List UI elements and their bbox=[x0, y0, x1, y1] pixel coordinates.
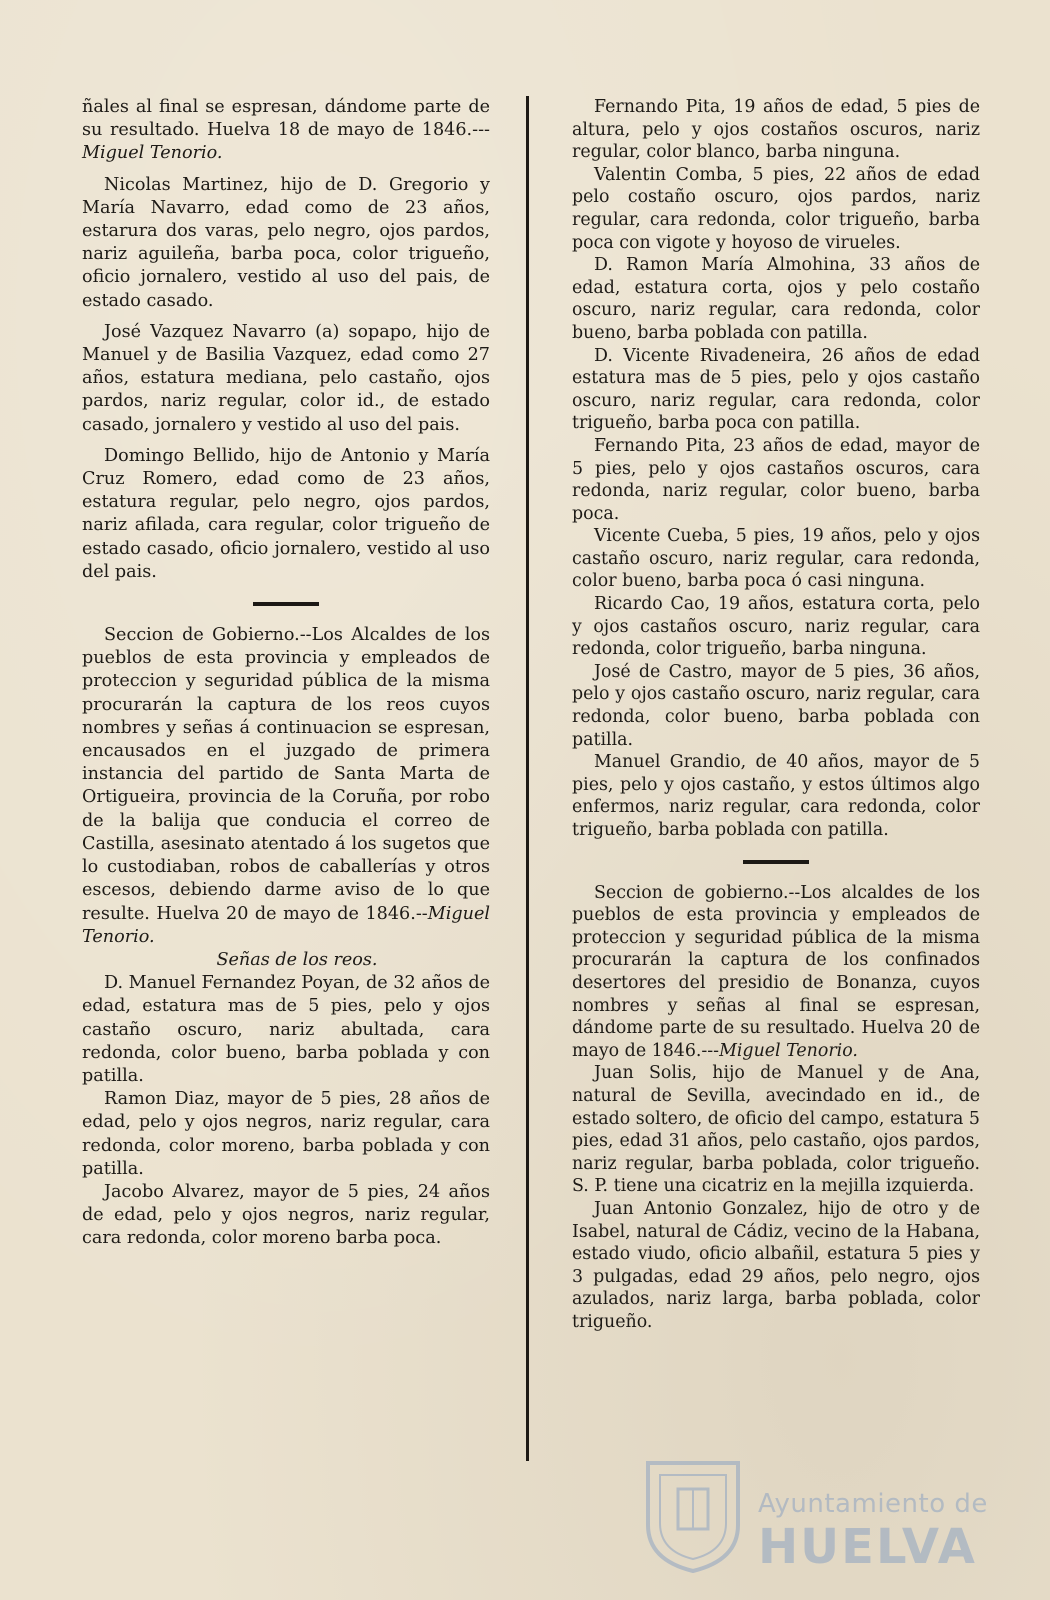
paragraph: Domingo Bellido, hijo de Antonio y María Cruz Romero, edad como de 23 años, estatura regular, pelo negro, ojos pardos, nariz afilada, cara regular, color trigueño de estado casado, oficio jornalero, vestido al uso del pais. bbox=[82, 445, 490, 582]
column-rule bbox=[526, 96, 529, 1461]
coat-of-arms-icon bbox=[638, 1455, 748, 1575]
archive-watermark bbox=[638, 1455, 998, 1575]
right-column bbox=[572, 96, 980, 1333]
paragraph bbox=[82, 96, 490, 166]
paragraph: D. Ramon María Almohina, 33 años de edad, estatura corta, ojos y pelo costaño oscuro, nariz regular, cara redonda, color bueno, barba poblada con patilla. bbox=[572, 255, 980, 343]
signature: Miguel Tenorio. bbox=[82, 903, 490, 947]
paragraph: Juan Antonio Gonzalez, hijo de otro y de Isabel, natural de Cádiz, vecino de la Habana, estado viudo, oficio albañil, estatura 5 pies y 3 pulgadas, edad 29 años, pelo negro, ojos azulados, nariz larga, barba poblada, color trigueño. bbox=[572, 1198, 980, 1332]
paragraph: Valentin Comba, 5 pies, 22 años de edad pelo costaño oscuro, ojos pardos, nariz regular, cara redonda, color trigueño, barba poca con vigote y hoyoso de virueles. bbox=[572, 164, 980, 253]
paragraph-text: ñales al final se espresan, dándome parte de su resultado. Huelva 18 de mayo de 1846.--- bbox=[82, 97, 490, 141]
paragraph: D. Vicente Rivadeneira, 26 años de edad estatura mas de 5 pies, pelo y ojos castaño oscuro, nariz regular, cara redonda, color trigueño, barba poca con patilla. bbox=[572, 345, 980, 434]
signature: Miguel Tenorio. bbox=[82, 143, 223, 164]
subheading: Señas de los reos. bbox=[216, 949, 378, 970]
paragraph: Ricardo Cao, 19 años, estatura corta, pelo y ojos castaños oscuro, nariz regular, cara redonda, color trigueño, barba ninguna. bbox=[572, 594, 980, 660]
paragraph: José Vazquez Navarro (a) sopapo, hijo de Manuel y de Basilia Vazquez, edad como 27 años, estatura mediana, pelo castaño, ojos pardos, nariz regular, color id., de estado casado, jornalero y vestido al uso del pais. bbox=[82, 321, 490, 435]
paragraph: Fernando Pita, 19 años de edad, 5 pies de altura, pelo y ojos costaños oscuros, nariz regular, color blanco, barba ninguna. bbox=[572, 97, 980, 163]
paragraph-text: Seccion de Gobierno.--Los Alcaldes de los pueblos de esta provincia y empleados de proteccion y seguridad pública de la misma procurarán la captura de los reos cuyos nombres y señas á continuacion se espresan, encausados en el juzgado de primera instancia del partido de Santa Marta de Ortigueira, provincia de la Coruña, por robo de la balija que conducia el correo de Castilla, asesinato atentado á los sugetos que lo custodiaban, robos de caballerías y otros escesos, debiendo darme aviso de lo que resulte. Huelva 20 de mayo de 1846.-- bbox=[82, 625, 490, 924]
paragraph: Nicolas Martinez, hijo de D. Gregorio y María Navarro, edad como de 23 años, estarura dos varas, pelo negro, ojos pardos, nariz aguileña, barba poca, color trigueño, oficio jornalero, vestido al uso del pais, de estado casado. bbox=[82, 174, 490, 311]
section-divider bbox=[743, 860, 809, 864]
watermark-line2: HUELVA bbox=[758, 1519, 977, 1575]
paragraph: Vicente Cueba, 5 pies, 19 años, pelo y ojos castaño oscuro, nariz regular, cara redonda, color bueno, barba poca ó casi ninguna. bbox=[572, 526, 980, 592]
paragraph: Ramon Diaz, mayor de 5 pies, 28 años de edad, pelo y ojos negros, nariz regular, cara redonda, color moreno, barba poblada y con patilla. bbox=[82, 1089, 490, 1179]
paragraph-text: Seccion de gobierno.--Los alcaldes de los pueblos de esta provincia y empleados de proteccion y seguridad pública de la misma procurarán la captura de los confinados desertores del presidio de Bonanza, cuyos nombres y señas al final se espresan, dándome parte de su resultado. Huelva 20 de mayo de 1846.--- bbox=[572, 882, 980, 1061]
section-divider bbox=[253, 602, 319, 606]
paragraph: José de Castro, mayor de 5 pies, 36 años, pelo y ojos castaño oscuro, nariz regular, cara redonda, color bueno, barba poblada con patilla. bbox=[572, 661, 980, 750]
watermark-line1: Ayuntamiento de bbox=[758, 1489, 988, 1519]
paragraph bbox=[82, 624, 490, 949]
paragraph: D. Manuel Fernandez Poyan, de 32 años de edad, estatura mas de 5 pies, pelo y ojos castaño oscuro, nariz abultada, cara redonda, color bueno, barba poblada y con patilla. bbox=[82, 973, 490, 1086]
paragraph: Juan Solis, hijo de Manuel y de Ana, natural de Sevilla, avecindado en id., de estado soltero, de oficio del campo, estatura 5 pies, edad 31 años, pelo castaño, ojos pardos, nariz regular, barba poblada, color trigueño. S. P. tiene una cicatriz en la mejilla izquierda. bbox=[572, 1063, 980, 1197]
paragraph: Fernando Pita, 23 años de edad, mayor de 5 pies, pelo y ojos castaños oscuros, cara redonda, nariz regular, color bueno, barba poca. bbox=[572, 435, 980, 524]
paragraph: Jacobo Alvarez, mayor de 5 pies, 24 años de edad, pelo y ojos negros, nariz regular, cara redonda, color moreno barba poca. bbox=[82, 1181, 490, 1249]
signature: Miguel Tenorio. bbox=[719, 1040, 858, 1061]
paragraph bbox=[572, 882, 980, 1063]
paragraph: Manuel Grandio, de 40 años, mayor de 5 pies, pelo y ojos castaño, y estos últimos algo enfermos, nariz regular, cara redonda, color trigueño, barba poblada con patilla. bbox=[572, 752, 980, 840]
left-column bbox=[82, 96, 490, 1251]
